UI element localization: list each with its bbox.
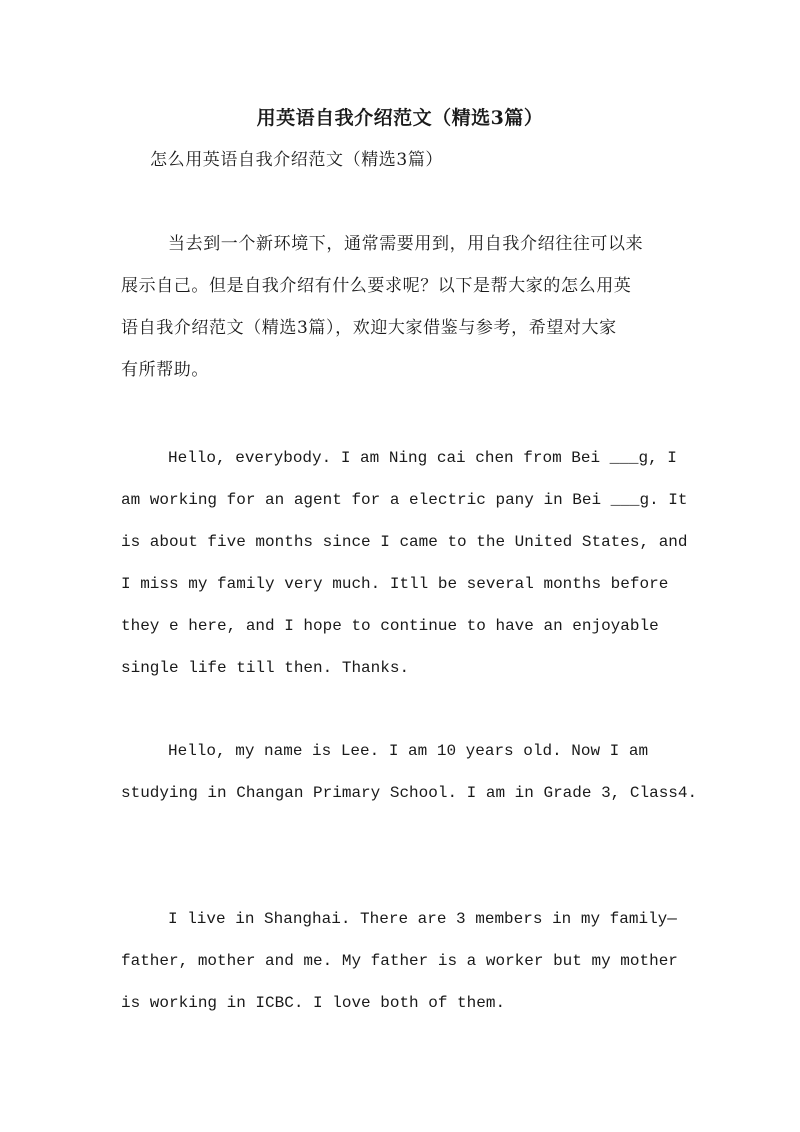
essay-line: father, mother and me. My father is a worker but my mother (121, 952, 678, 970)
intro-line: 当去到一个新环境下，通常需要用到，用自我介绍往往可以来 (168, 234, 644, 254)
intro-line: 有所帮助。 (121, 360, 209, 380)
intro-line: 语自我介绍范文（精选3篇），欢迎大家借鉴与参考，希望对大家 (121, 318, 617, 338)
document-subtitle: 怎么用英语自我介绍范文（精选3篇） (150, 150, 444, 170)
essay-line: am working for an agent for a electric pany in Bei ___g. It (121, 491, 688, 509)
essay-line: Hello, my name is Lee. I am 10 years old. Now I am (168, 742, 649, 760)
essay-line: single life till then. Thanks. (121, 659, 410, 677)
essay-line: studying in Changan Primary School. I am in Grade 3, Class4. (121, 784, 698, 802)
document-title: 用英语自我介绍范文（精选3篇） (256, 107, 544, 129)
intro-line: 展示自己。但是自我介绍有什么要求呢？以下是帮大家的怎么用英 (121, 276, 632, 296)
essay-line: they e here, and I hope to continue to have an enjoyable (121, 617, 659, 635)
essay-line: I miss my family very much. Itll be several months before (121, 575, 669, 593)
essay-line: I live in Shanghai. There are 3 members in my family— (168, 910, 677, 928)
essay-line: Hello, everybody. I am Ning cai chen from Bei ___g, I (168, 449, 677, 467)
essay-line: is working in ICBC. I love both of them. (121, 994, 506, 1012)
essay-line: is about five months since I came to the United States, and (121, 533, 688, 551)
